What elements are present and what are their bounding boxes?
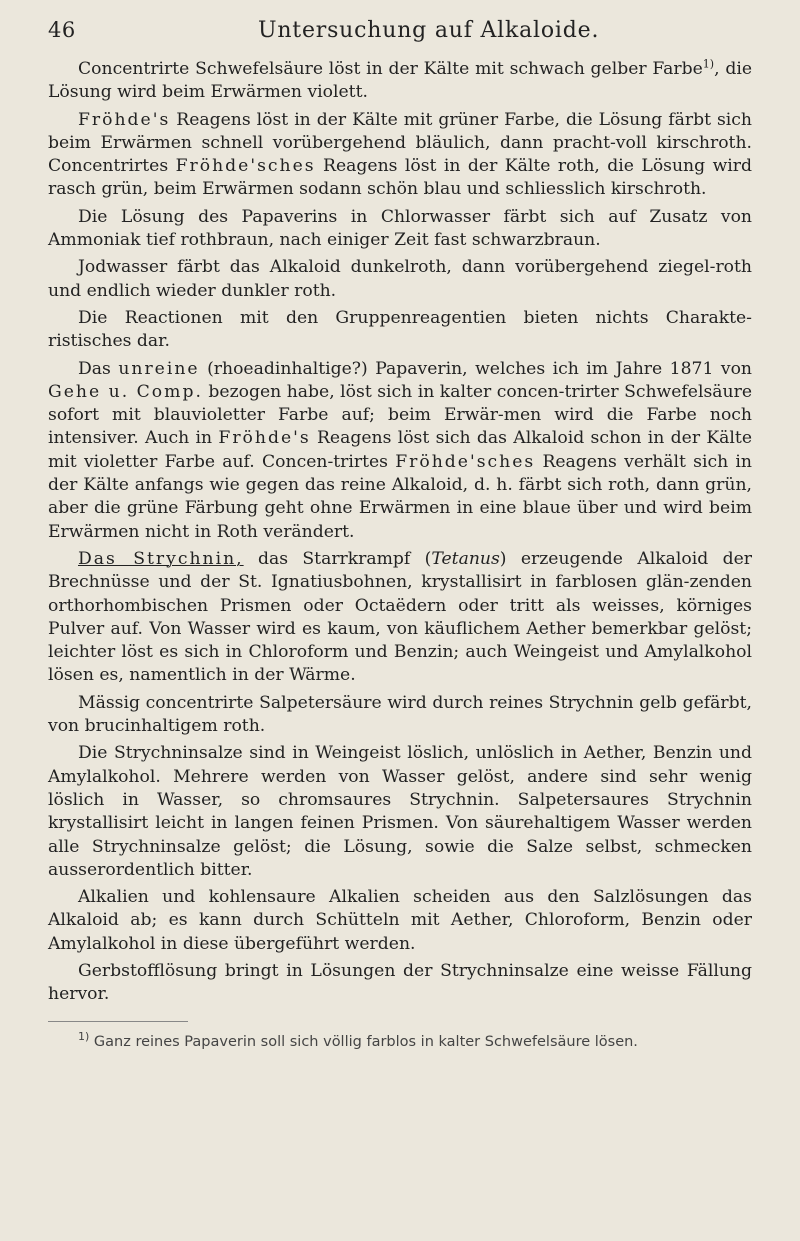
- spaced-name: Fröhde's: [78, 109, 171, 130]
- paragraph-text: , die Lösung wird beim Erwärmen violett.: [48, 59, 752, 103]
- footnote-text: Ganz reines Papaverin soll sich völlig farblos in kalter Schwefelsäure lösen.: [89, 1033, 638, 1050]
- paragraph-text: das Starrkrampf (: [243, 548, 432, 569]
- paragraph-text: Reagens löst in der Kälte roth, die Lösung wird rasch grün, beim Erwärmen sodann schön blau und schliesslich kirschroth.: [48, 156, 752, 200]
- spaced-name: Gehe u. Comp.: [48, 381, 203, 402]
- paragraph-chlorine-water: Die Lösung des Papaverins in Chlorwasser färbt sich auf Zusatz von Ammoniak tief rothbraun, nach einiger Zeit fast schwarzbraun.: [48, 206, 752, 251]
- page-header: [48, 18, 752, 56]
- paragraph-tannin: Gerbstofflösung bringt in Lösungen der Strychninsalze eine weisse Fällung hervor.: [48, 960, 752, 1005]
- paragraph-text: Das: [78, 358, 119, 379]
- paragraph-text: Reagens löst in der Kälte mit grüner Farbe, die Lösung färbt sich beim Erwärmen schnell vorübergehend bläulich, dann pracht-voll kirschroth. Concentrirtes: [48, 109, 752, 177]
- paragraph-text: (rhoeadinhaltige?) Papaverin, welches ich im Jahre 1871 von: [199, 358, 752, 379]
- paragraph-alkalis: Alkalien und kohlensaure Alkalien scheiden aus den Salzlösungen das Alkaloid ab; es kann durch Schütteln mit Aether, Chloroform, Benzin oder Amylalkohol in diese übergeführt werden.: [48, 887, 752, 954]
- spaced-name: Fröhde'sches: [175, 156, 316, 177]
- paragraph-text: Reagens löst sich das Alkaloid schon in der Kälte mit violetter Farbe auf. Concen-trirtes: [48, 428, 753, 472]
- body-text: [48, 58, 752, 1007]
- footnote-reference: 1): [702, 57, 715, 71]
- footnote-marker: 1): [78, 1029, 90, 1043]
- paragraph-strychnine-salts: Die Strychninsalze sind in Weingeist löslich, unlöslich in Aether, Benzin und Amylalkohol. Mehrere werden von Wasser gelöst, andere sind sehr wenig löslich in Wasser, so chromsaures Strychnin. Salpetersaures Strychnin krystallisirt leicht in langen feinen Prismen. Von säurehaltigem Wasser werden alle Strychninsalze gelöst; die Lösung, sowie die Salze selbst, schmecken ausserordentlich bitter.: [48, 743, 752, 880]
- paragraph-nitric-acid: Mässig concentrirte Salpetersäure wird durch reines Strychnin gelb gefärbt, von brucinhaltigem roth.: [48, 692, 752, 737]
- paragraph-impure-papaverine: [48, 358, 752, 544]
- spaced-name: Fröhde's: [218, 428, 311, 449]
- page-number: 46: [48, 18, 76, 42]
- paragraph-frohde-reagent: [48, 109, 752, 202]
- spaced-name: Fröhde'sches: [395, 451, 536, 472]
- spaced-word: unreine: [118, 358, 200, 379]
- paragraph-strychnine: [48, 548, 752, 688]
- paragraph-text: ) erzeugende Alkaloid der Brechnüsse und der St. Ignatiusbohnen, krystallisirt in farblosen glän-zenden orthorhombischen Prismen oder Octaëdern oder tritt als weisses, körniges Pulver auf. Von Wasser wird es kaum, von käuflichem Aether bemerkbar gelöst; leichter löst es sich in Chloroform und Benzin; auch Weingeist und Amylalkohol lösen es, namentlich in der Wärme.: [48, 548, 752, 686]
- footnote: [48, 1029, 752, 1052]
- paragraph-group-reagents: Die Reactionen mit den Gruppenreagentien bieten nichts Charakte-ristisches dar.: [48, 307, 752, 352]
- paragraph-text: Concentrirte Schwefelsäure löst in der Kälte mit schwach gelber Farbe: [78, 59, 703, 79]
- paragraph-text: bezogen habe, löst sich in kalter concen-trirter Schwefelsäure sofort mit blauvioletter Farbe auf; beim Erwär-men wird die Farbe noch intensiver. Auch in: [48, 381, 752, 449]
- paragraph-sulfuric-acid: [48, 58, 752, 105]
- running-title: Untersuchung auf Alkaloide.: [258, 18, 600, 43]
- italic-term: Tetanus: [431, 548, 500, 569]
- paragraph-iodine-water: Jodwasser färbt das Alkaloid dunkelroth, dann vorübergehend ziegel-roth und endlich wieder dunkler roth.: [48, 257, 752, 301]
- section-lead-strychnine: Das Strychnin,: [78, 548, 244, 569]
- footnote-divider: [48, 1021, 188, 1022]
- paragraph-text: Reagens verhält sich in der Kälte anfangs wie gegen das reine Alkaloid, d. h. färbt sich roth, dann grün, aber die grüne Färbung geht ohne Erwärmen in eine blaue über und wird beim Erwärmen nicht in Roth verändert.: [48, 451, 752, 542]
